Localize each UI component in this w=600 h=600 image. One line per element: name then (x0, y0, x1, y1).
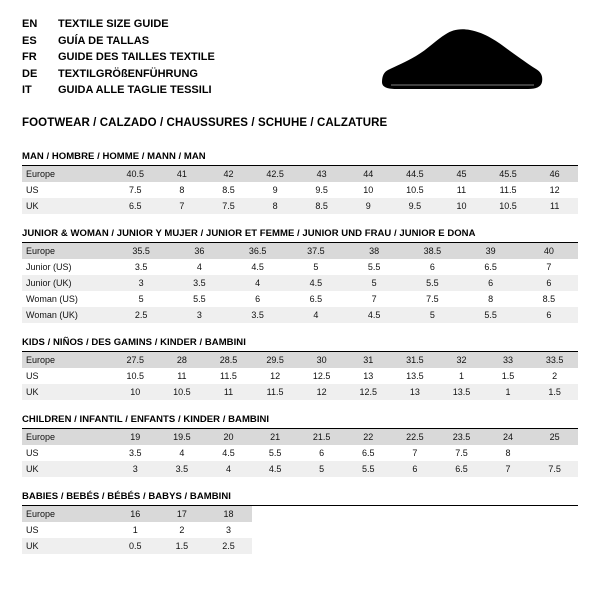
language-title: GUÍA DE TALLAS (58, 34, 150, 47)
cell-empty (531, 506, 578, 522)
cell: 37.5 (287, 243, 345, 259)
cell: 10 (345, 182, 392, 198)
row-label: US (22, 445, 112, 461)
cell: 39 (462, 243, 520, 259)
cell: 11.5 (252, 384, 299, 400)
cell: 4.5 (345, 307, 403, 323)
cell: 20 (205, 429, 252, 445)
cell: 9 (345, 198, 392, 214)
cell: 30 (298, 352, 345, 368)
size-table-babies (22, 506, 578, 554)
cell: 4 (205, 461, 252, 477)
cell: 4.5 (287, 275, 345, 291)
cell: 24 (485, 429, 532, 445)
language-code: FR (22, 51, 37, 63)
cell: 8 (485, 445, 532, 461)
row-label: Europe (22, 166, 112, 182)
cell: 11.5 (485, 182, 532, 198)
table-row (22, 291, 578, 307)
cell: 2 (159, 522, 206, 538)
size-table-junior-woman (22, 243, 578, 323)
section-junior-woman (22, 228, 578, 323)
row-label: UK (22, 384, 112, 400)
cell-empty (252, 538, 299, 554)
cell: 7 (392, 445, 439, 461)
cell-empty (298, 538, 345, 554)
row-label: Woman (US) (22, 291, 112, 307)
row-label: US (22, 182, 112, 198)
cell: 23.5 (438, 429, 485, 445)
cell-empty (392, 522, 439, 538)
cell-empty (531, 538, 578, 554)
cell (531, 445, 578, 461)
cell: 8.5 (205, 182, 252, 198)
language-row (22, 33, 215, 50)
cell: 5.5 (170, 291, 228, 307)
language-title: GUIDE DES TAILLES TEXTILE (58, 51, 215, 63)
language-title: TEXTILGRÖßENFÜHRUNG (58, 67, 198, 80)
cell: 11 (159, 368, 206, 384)
cell: 5 (298, 461, 345, 477)
cell: 2.5 (205, 538, 252, 554)
cell: 4.5 (229, 259, 287, 275)
cell: 33.5 (531, 352, 578, 368)
cell: 2.5 (112, 307, 170, 323)
cell: 1 (485, 384, 532, 400)
cell: 19.5 (159, 429, 206, 445)
table-row (22, 307, 578, 323)
cell: 2 (531, 368, 578, 384)
cell: 1 (112, 522, 159, 538)
cell: 11.5 (205, 368, 252, 384)
cell: 3 (112, 275, 170, 291)
table-row (22, 384, 578, 400)
cell: 9 (252, 182, 299, 198)
row-label: Europe (22, 429, 112, 445)
cell: 42.5 (252, 166, 299, 182)
section-title: JUNIOR & WOMAN / JUNIOR Y MUJER / JUNIOR ET FEMME / JUNIOR UND FRAU / JUNIOR E DONA (22, 228, 578, 243)
cell: 12.5 (298, 368, 345, 384)
cell: 8.5 (520, 291, 578, 307)
table-row (22, 243, 578, 259)
table-row (22, 445, 578, 461)
cell: 28.5 (205, 352, 252, 368)
section-children (22, 414, 578, 477)
row-label: US (22, 368, 112, 384)
cell: 11 (205, 384, 252, 400)
cell: 7 (345, 291, 403, 307)
cell: 19 (112, 429, 159, 445)
cell: 6 (298, 445, 345, 461)
cell: 13.5 (392, 368, 439, 384)
cell: 8 (462, 291, 520, 307)
cell: 1.5 (531, 384, 578, 400)
cell-empty (298, 506, 345, 522)
cell: 5.5 (252, 445, 299, 461)
cell: 45.5 (485, 166, 532, 182)
page-title: FOOTWEAR / CALZADO / CHAUSSURES / SCHUHE / CALZATURE (22, 117, 388, 129)
cell: 7 (159, 198, 206, 214)
cell: 27.5 (112, 352, 159, 368)
cell: 6.5 (462, 259, 520, 275)
table-row (22, 506, 578, 522)
cell: 6 (403, 259, 461, 275)
table-row (22, 182, 578, 198)
cell: 5.5 (462, 307, 520, 323)
header (22, 16, 578, 103)
cell: 33 (485, 352, 532, 368)
section-babies (22, 491, 578, 554)
cell: 44 (345, 166, 392, 182)
cell: 41 (159, 166, 206, 182)
row-label: Europe (22, 243, 112, 259)
cell-empty (392, 506, 439, 522)
cell: 3.5 (170, 275, 228, 291)
cell: 46 (531, 166, 578, 182)
cell: 31.5 (392, 352, 439, 368)
cell: 9.5 (298, 182, 345, 198)
cell: 3.5 (229, 307, 287, 323)
row-label: UK (22, 198, 112, 214)
section-title: CHILDREN / INFANTIL / ENFANTS / KINDER / BAMBINI (22, 414, 578, 429)
section-kids (22, 337, 578, 400)
row-label: UK (22, 538, 112, 554)
cell: 4 (287, 307, 345, 323)
cell: 4 (170, 259, 228, 275)
cell-empty (392, 538, 439, 554)
section-title: MAN / HOMBRE / HOMME / MANN / MAN (22, 151, 578, 166)
language-code: IT (22, 84, 32, 96)
row-label: Junior (UK) (22, 275, 112, 291)
cell: 3 (170, 307, 228, 323)
cell: 6.5 (287, 291, 345, 307)
table-row (22, 352, 578, 368)
cell: 13.5 (438, 384, 485, 400)
cell: 40 (520, 243, 578, 259)
cell: 3 (112, 461, 159, 477)
table-row (22, 429, 578, 445)
cell: 5.5 (345, 259, 403, 275)
language-title: TEXTILE SIZE GUIDE (58, 18, 169, 30)
cell: 7.5 (531, 461, 578, 477)
row-label: Woman (UK) (22, 307, 112, 323)
cell: 36.5 (229, 243, 287, 259)
cell-empty (485, 522, 532, 538)
cell: 10.5 (392, 182, 439, 198)
cell: 5 (345, 275, 403, 291)
language-title: GUIDA ALLE TAGLIE TESSILI (58, 84, 212, 96)
language-title-table (22, 16, 215, 99)
cell: 10 (438, 198, 485, 214)
cell-empty (345, 506, 392, 522)
cell: 7.5 (438, 445, 485, 461)
cell: 6 (520, 307, 578, 323)
cell: 3.5 (112, 445, 159, 461)
cell: 42 (205, 166, 252, 182)
language-row (22, 66, 215, 83)
row-label: Junior (US) (22, 259, 112, 275)
cell: 36 (170, 243, 228, 259)
cell: 17 (159, 506, 206, 522)
section-title: KIDS / NIÑOS / DES GAMINS / KINDER / BAMBINI (22, 337, 578, 352)
cell-empty (298, 522, 345, 538)
table-row (22, 275, 578, 291)
cell: 12 (252, 368, 299, 384)
cell: 21.5 (298, 429, 345, 445)
cell: 28 (159, 352, 206, 368)
cell-empty (438, 538, 485, 554)
table-row (22, 538, 578, 554)
cell: 45 (438, 166, 485, 182)
cell: 21 (252, 429, 299, 445)
table-row (22, 166, 578, 182)
cell: 11 (438, 182, 485, 198)
cell: 1.5 (159, 538, 206, 554)
table-row (22, 522, 578, 538)
cell: 43 (298, 166, 345, 182)
table-row (22, 461, 578, 477)
cell: 6.5 (438, 461, 485, 477)
table-row (22, 198, 578, 214)
cell: 10 (112, 384, 159, 400)
cell: 13 (392, 384, 439, 400)
table-row (22, 368, 578, 384)
cell: 6 (520, 275, 578, 291)
cell: 5 (112, 291, 170, 307)
cell-empty (252, 522, 299, 538)
row-label: US (22, 522, 112, 538)
cell: 40.5 (112, 166, 159, 182)
cell: 4.5 (205, 445, 252, 461)
cell: 22.5 (392, 429, 439, 445)
row-label: UK (22, 461, 112, 477)
cell: 9.5 (392, 198, 439, 214)
cell: 29.5 (252, 352, 299, 368)
cell: 4 (229, 275, 287, 291)
cell: 7 (485, 461, 532, 477)
cell: 7.5 (112, 182, 159, 198)
cell: 5.5 (345, 461, 392, 477)
cell: 38.5 (403, 243, 461, 259)
cell: 12 (298, 384, 345, 400)
row-label: Europe (22, 352, 112, 368)
size-table-kids (22, 352, 578, 400)
cell: 10.5 (485, 198, 532, 214)
cell: 22 (345, 429, 392, 445)
size-table-man (22, 166, 578, 214)
dress-shoe-icon (374, 28, 544, 103)
cell: 35.5 (112, 243, 170, 259)
cell-empty (438, 522, 485, 538)
cell-empty (531, 522, 578, 538)
cell: 6 (229, 291, 287, 307)
cell: 7.5 (205, 198, 252, 214)
cell-empty (438, 506, 485, 522)
cell: 7.5 (403, 291, 461, 307)
language-row (22, 82, 215, 99)
cell: 7 (520, 259, 578, 275)
cell: 31 (345, 352, 392, 368)
cell: 38 (345, 243, 403, 259)
cell: 4 (159, 445, 206, 461)
section-title: BABIES / BEBÉS / BÉBÉS / BABYS / BAMBINI (22, 491, 578, 506)
cell: 0.5 (112, 538, 159, 554)
cell: 1 (438, 368, 485, 384)
cell-empty (252, 506, 299, 522)
cell: 8 (159, 182, 206, 198)
language-code: ES (22, 34, 37, 47)
cell: 12.5 (345, 384, 392, 400)
cell: 8.5 (298, 198, 345, 214)
cell: 5 (403, 307, 461, 323)
language-row (22, 49, 215, 66)
cell: 25 (531, 429, 578, 445)
size-table-children (22, 429, 578, 477)
cell: 12 (531, 182, 578, 198)
language-code: EN (22, 18, 38, 30)
row-label: Europe (22, 506, 112, 522)
cell: 3.5 (112, 259, 170, 275)
cell: 1.5 (485, 368, 532, 384)
cell: 6.5 (112, 198, 159, 214)
cell: 3 (205, 522, 252, 538)
cell: 4.5 (252, 461, 299, 477)
cell: 11 (531, 198, 578, 214)
cell-empty (345, 522, 392, 538)
cell: 6.5 (345, 445, 392, 461)
cell-empty (345, 538, 392, 554)
cell: 5 (287, 259, 345, 275)
section-man (22, 151, 578, 214)
cell: 13 (345, 368, 392, 384)
cell: 6 (462, 275, 520, 291)
cell: 8 (252, 198, 299, 214)
language-title-body (22, 16, 215, 99)
cell: 5.5 (403, 275, 461, 291)
cell-empty (485, 538, 532, 554)
cell: 44.5 (392, 166, 439, 182)
cell: 10.5 (159, 384, 206, 400)
cell: 3.5 (159, 461, 206, 477)
language-code: DE (22, 67, 38, 80)
cell: 18 (205, 506, 252, 522)
cell: 32 (438, 352, 485, 368)
cell-empty (485, 506, 532, 522)
cell: 6 (392, 461, 439, 477)
language-row (22, 16, 215, 33)
cell: 10.5 (112, 368, 159, 384)
cell: 16 (112, 506, 159, 522)
table-row (22, 259, 578, 275)
